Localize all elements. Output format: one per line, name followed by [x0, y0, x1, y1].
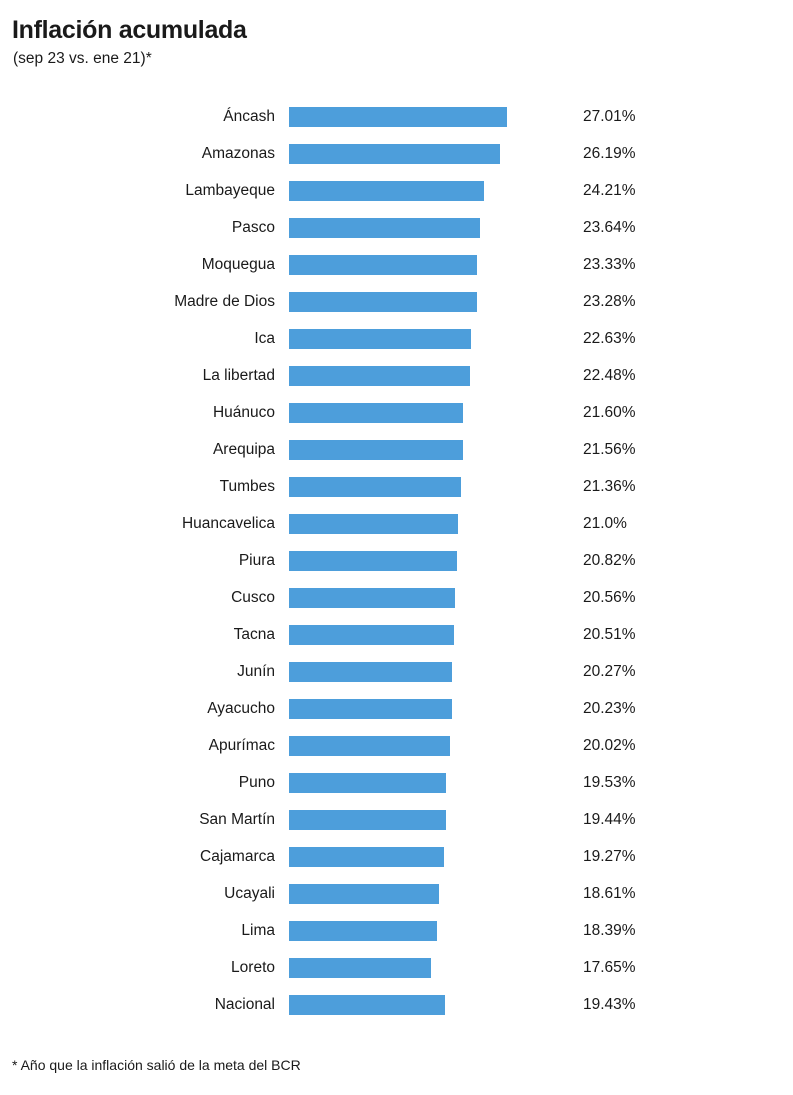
value-label: 20.51%: [583, 625, 636, 643]
category-label: Huánuco: [212, 403, 275, 421]
bar: [289, 662, 452, 682]
chart-row: [12, 616, 777, 653]
value-label: 21.60%: [583, 403, 636, 421]
bar-track: [289, 172, 544, 209]
bar-track: [289, 98, 544, 135]
bar: [289, 329, 471, 349]
category-label: Apurímac: [208, 736, 275, 754]
value-label: 19.44%: [583, 810, 636, 828]
bar: [289, 588, 455, 608]
bar-track: [289, 357, 544, 394]
chart-row: [12, 986, 777, 1023]
bar: [289, 551, 457, 571]
value-label: 20.27%: [583, 662, 636, 680]
bar: [289, 921, 437, 941]
value-label: 18.39%: [583, 921, 636, 939]
bar: [289, 995, 445, 1015]
chart-row: [12, 209, 777, 246]
bar: [289, 773, 446, 793]
value-label: 21.56%: [583, 440, 636, 458]
category-label: San Martín: [199, 810, 275, 828]
page-subtitle: (sep 23 vs. ene 21)*: [13, 50, 152, 67]
value-label: 22.63%: [583, 329, 636, 347]
chart-row: [12, 912, 777, 949]
chart-row: [12, 875, 777, 912]
value-label: 19.53%: [583, 773, 636, 791]
bar: [289, 810, 446, 830]
bar-track: [289, 690, 544, 727]
category-label: Tacna: [233, 625, 275, 643]
footnote: * Año que la inflación salió de la meta del BCR: [12, 1057, 301, 1073]
category-label: Moquegua: [201, 255, 275, 273]
bar: [289, 255, 477, 275]
category-label: Cajamarca: [200, 847, 275, 865]
bar-track: [289, 616, 544, 653]
chart-row: [12, 690, 777, 727]
bar-track: [289, 431, 544, 468]
chart-row: [12, 653, 777, 690]
bar-track: [289, 542, 544, 579]
chart-row: [12, 98, 777, 135]
bar: [289, 366, 470, 386]
value-label: 18.61%: [583, 884, 636, 902]
bar-track: [289, 801, 544, 838]
chart-row: [12, 246, 777, 283]
bar: [289, 292, 477, 312]
bar-track: [289, 875, 544, 912]
value-label: 17.65%: [583, 958, 636, 976]
bar: [289, 958, 431, 978]
bar-track: [289, 949, 544, 986]
value-label: 27.01%: [583, 107, 636, 125]
page-title: Inflación acumulada: [12, 16, 247, 44]
bar: [289, 736, 450, 756]
bar-track: [289, 838, 544, 875]
bar-track: [289, 579, 544, 616]
bar-track: [289, 320, 544, 357]
value-label: 26.19%: [583, 144, 636, 162]
chart-row: [12, 579, 777, 616]
chart-row: [12, 172, 777, 209]
value-label: 22.48%: [583, 366, 636, 384]
value-label: 23.33%: [583, 255, 636, 273]
chart-row: [12, 801, 777, 838]
value-label: 23.64%: [583, 218, 636, 236]
bar: [289, 514, 458, 534]
bar-track: [289, 468, 544, 505]
bar-track: [289, 764, 544, 801]
value-label: 19.43%: [583, 995, 636, 1013]
category-label: Áncash: [223, 107, 275, 125]
bar: [289, 440, 463, 460]
category-label: Puno: [238, 773, 275, 791]
bar: [289, 847, 444, 867]
chart-row: [12, 764, 777, 801]
value-label: 20.82%: [583, 551, 636, 569]
value-label: 20.23%: [583, 699, 636, 717]
category-label: Madre de Dios: [174, 292, 275, 310]
bar: [289, 625, 454, 645]
bar: [289, 144, 500, 164]
bar: [289, 477, 461, 497]
bar-track: [289, 135, 544, 172]
bar-track: [289, 505, 544, 542]
chart-row: [12, 505, 777, 542]
category-label: Tumbes: [219, 477, 275, 495]
chart-row: [12, 838, 777, 875]
bar-track: [289, 246, 544, 283]
bar: [289, 181, 484, 201]
category-label: Nacional: [214, 995, 275, 1013]
category-label: Ucayali: [224, 884, 275, 902]
bar-chart: [12, 98, 777, 1023]
chart-row: [12, 468, 777, 505]
category-label: Junín: [237, 662, 275, 680]
category-label: Arequipa: [212, 440, 275, 458]
chart-row: [12, 394, 777, 431]
bar-track: [289, 727, 544, 764]
category-label: Piura: [238, 551, 275, 569]
chart-row: [12, 357, 777, 394]
chart-row: [12, 949, 777, 986]
bar: [289, 403, 463, 423]
value-label: 23.28%: [583, 292, 636, 310]
chart-row: [12, 727, 777, 764]
value-label: 20.02%: [583, 736, 636, 754]
bar: [289, 884, 439, 904]
category-label: Ica: [254, 329, 275, 347]
category-label: Lambayeque: [185, 181, 275, 199]
bar-track: [289, 394, 544, 431]
value-label: 21.36%: [583, 477, 636, 495]
category-label: Huancavelica: [181, 514, 275, 532]
value-label: 24.21%: [583, 181, 636, 199]
bar-track: [289, 912, 544, 949]
bar: [289, 218, 480, 238]
chart-row: [12, 431, 777, 468]
chart-row: [12, 135, 777, 172]
category-label: Cusco: [231, 588, 275, 606]
category-label: Pasco: [231, 218, 275, 236]
category-label: Lima: [241, 921, 275, 939]
value-label: 20.56%: [583, 588, 636, 606]
bar-track: [289, 986, 544, 1023]
value-label: 19.27%: [583, 847, 636, 865]
category-label: Loreto: [231, 958, 275, 976]
chart-row: [12, 320, 777, 357]
chart-row: [12, 542, 777, 579]
bar: [289, 107, 507, 127]
category-label: La libertad: [202, 366, 275, 384]
bar-track: [289, 209, 544, 246]
chart-row: [12, 283, 777, 320]
value-label: 21.0%: [583, 514, 627, 532]
bar-track: [289, 653, 544, 690]
category-label: Ayacucho: [207, 699, 275, 717]
bar-track: [289, 283, 544, 320]
bar: [289, 699, 452, 719]
category-label: Amazonas: [201, 144, 275, 162]
